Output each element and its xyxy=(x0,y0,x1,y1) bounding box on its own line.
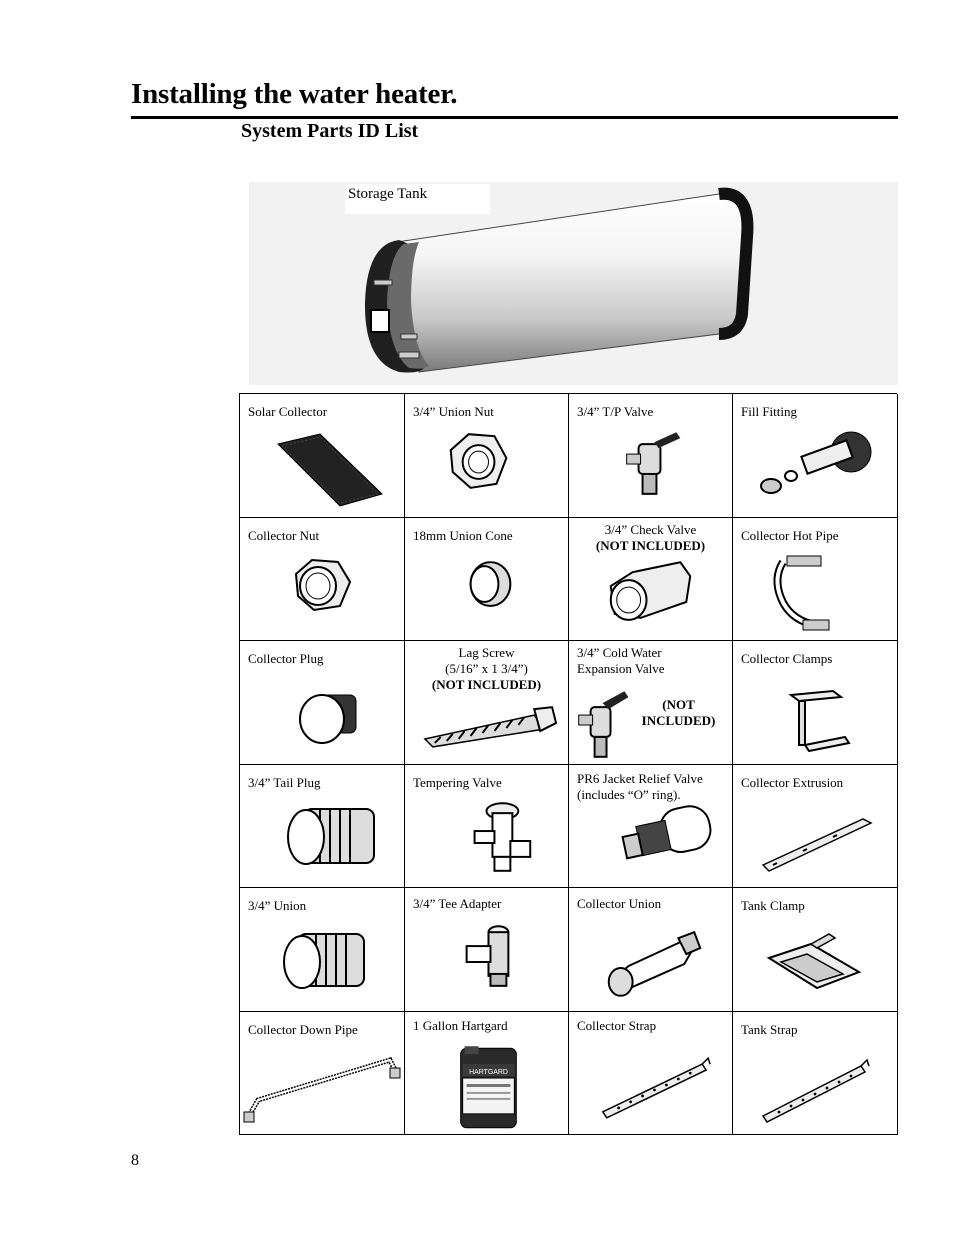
part-tp-valve xyxy=(569,394,733,518)
part-tank-clamp xyxy=(733,888,898,1012)
not-included-note: (NOT INCLUDED) xyxy=(595,537,706,553)
part-union-nut xyxy=(405,394,569,518)
check-valve-icon xyxy=(569,556,732,642)
union-icon xyxy=(240,922,404,1010)
part-label: 3/4” Tail Plug xyxy=(248,774,321,790)
part-label xyxy=(405,645,568,693)
tank-strap-icon xyxy=(733,1042,897,1130)
part-label: Collector Extrusion xyxy=(741,774,844,790)
collector-union-icon xyxy=(569,918,732,1006)
part-label xyxy=(577,771,728,803)
part-label: Tank Strap xyxy=(741,1021,798,1037)
down-pipe-icon xyxy=(240,1042,404,1130)
part-collector-nut xyxy=(240,518,405,642)
tank-clamp-icon xyxy=(733,918,897,1006)
hot-pipe-icon xyxy=(733,548,897,636)
part-label-text: 3/4” Check Valve xyxy=(604,521,697,537)
part-union xyxy=(240,888,405,1012)
parts-grid xyxy=(239,393,897,1135)
part-label: 3/4” Union xyxy=(248,898,307,913)
extrusion-icon xyxy=(733,795,897,883)
part-solar-collector xyxy=(240,394,405,518)
part-label-size: (5/16” x 1 3/4”) xyxy=(445,661,528,676)
part-label: Collector Hot Pipe xyxy=(741,527,839,543)
not-included-note: (NOT INCLUDED) xyxy=(431,677,542,692)
part-label: Collector Plug xyxy=(248,651,324,666)
union-nut-icon xyxy=(405,424,568,512)
part-tempering-valve xyxy=(405,765,569,889)
part-lag-screw xyxy=(405,641,569,765)
hartgard-jug-icon xyxy=(405,1042,568,1130)
part-collector-strap xyxy=(569,1012,733,1136)
part-collector-union xyxy=(569,888,733,1012)
relief-valve-icon xyxy=(569,801,732,889)
part-collector-clamps xyxy=(733,641,898,765)
part-down-pipe xyxy=(240,1012,405,1136)
part-hot-pipe xyxy=(733,518,898,642)
union-cone-icon xyxy=(405,548,568,636)
part-expansion-valve xyxy=(569,641,733,765)
page-title: Installing the water heater. xyxy=(131,78,458,110)
hartgard-brand-text: HARTGARD xyxy=(469,1068,508,1076)
part-hartgard xyxy=(405,1012,569,1136)
part-label: Tank Clamp xyxy=(741,898,805,913)
part-collector-extrusion xyxy=(733,765,898,889)
expansion-valve-icon xyxy=(569,681,692,765)
part-label: Collector Nut xyxy=(248,527,320,543)
tempering-valve-icon xyxy=(405,795,568,883)
page-number: 8 xyxy=(131,1152,139,1169)
part-label: Tempering Valve xyxy=(413,774,502,790)
part-label-text: Lag Screw xyxy=(458,645,515,660)
solar-collector-icon xyxy=(240,424,404,512)
part-label: Collector Clamps xyxy=(741,651,833,666)
part-label: 18mm Union Cone xyxy=(413,527,513,543)
collector-plug-icon xyxy=(240,681,404,765)
part-label xyxy=(569,522,732,554)
part-label-line2: Expansion Valve xyxy=(577,661,665,676)
collector-nut-icon xyxy=(240,548,404,636)
part-label: 3/4” Union Nut xyxy=(413,404,494,419)
part-label: Fill Fitting xyxy=(741,404,797,419)
fill-fitting-icon xyxy=(733,424,897,512)
part-label-text: PR6 Jacket Relief Valve xyxy=(577,770,703,786)
part-label: 3/4” T/P Valve xyxy=(577,404,654,419)
part-label: Collector Down Pipe xyxy=(248,1021,358,1037)
part-tee-adapter xyxy=(405,888,569,1012)
title-rule xyxy=(131,116,898,119)
part-fill-fitting xyxy=(733,394,898,518)
part-label-line2: (includes “O” ring). xyxy=(577,786,681,802)
part-label: Collector Union xyxy=(577,896,662,911)
not-included-note: (NOT INCLUDED) xyxy=(641,697,716,728)
part-label: Solar Collector xyxy=(248,404,328,419)
tank-label: Storage Tank xyxy=(345,184,490,214)
section-subtitle: System Parts ID List xyxy=(241,120,419,142)
tee-adapter-icon xyxy=(405,918,568,1006)
part-label: Collector Strap xyxy=(577,1017,657,1033)
tail-plug-icon xyxy=(240,799,404,887)
part-tank-strap xyxy=(733,1012,898,1136)
lag-screw-icon xyxy=(405,689,568,765)
collector-clamp-icon xyxy=(733,681,897,765)
part-label: 1 Gallon Hartgard xyxy=(413,1017,508,1033)
part-relief-valve xyxy=(569,765,733,889)
collector-strap-icon xyxy=(569,1042,732,1130)
part-tail-plug xyxy=(240,765,405,889)
part-label-text: 3/4” Cold Water xyxy=(577,645,662,660)
part-check-valve xyxy=(569,518,733,642)
part-collector-plug xyxy=(240,641,405,765)
part-label xyxy=(577,645,728,677)
part-label: 3/4” Tee Adapter xyxy=(413,896,502,911)
tp-valve-icon xyxy=(569,424,732,512)
part-union-cone xyxy=(405,518,569,642)
